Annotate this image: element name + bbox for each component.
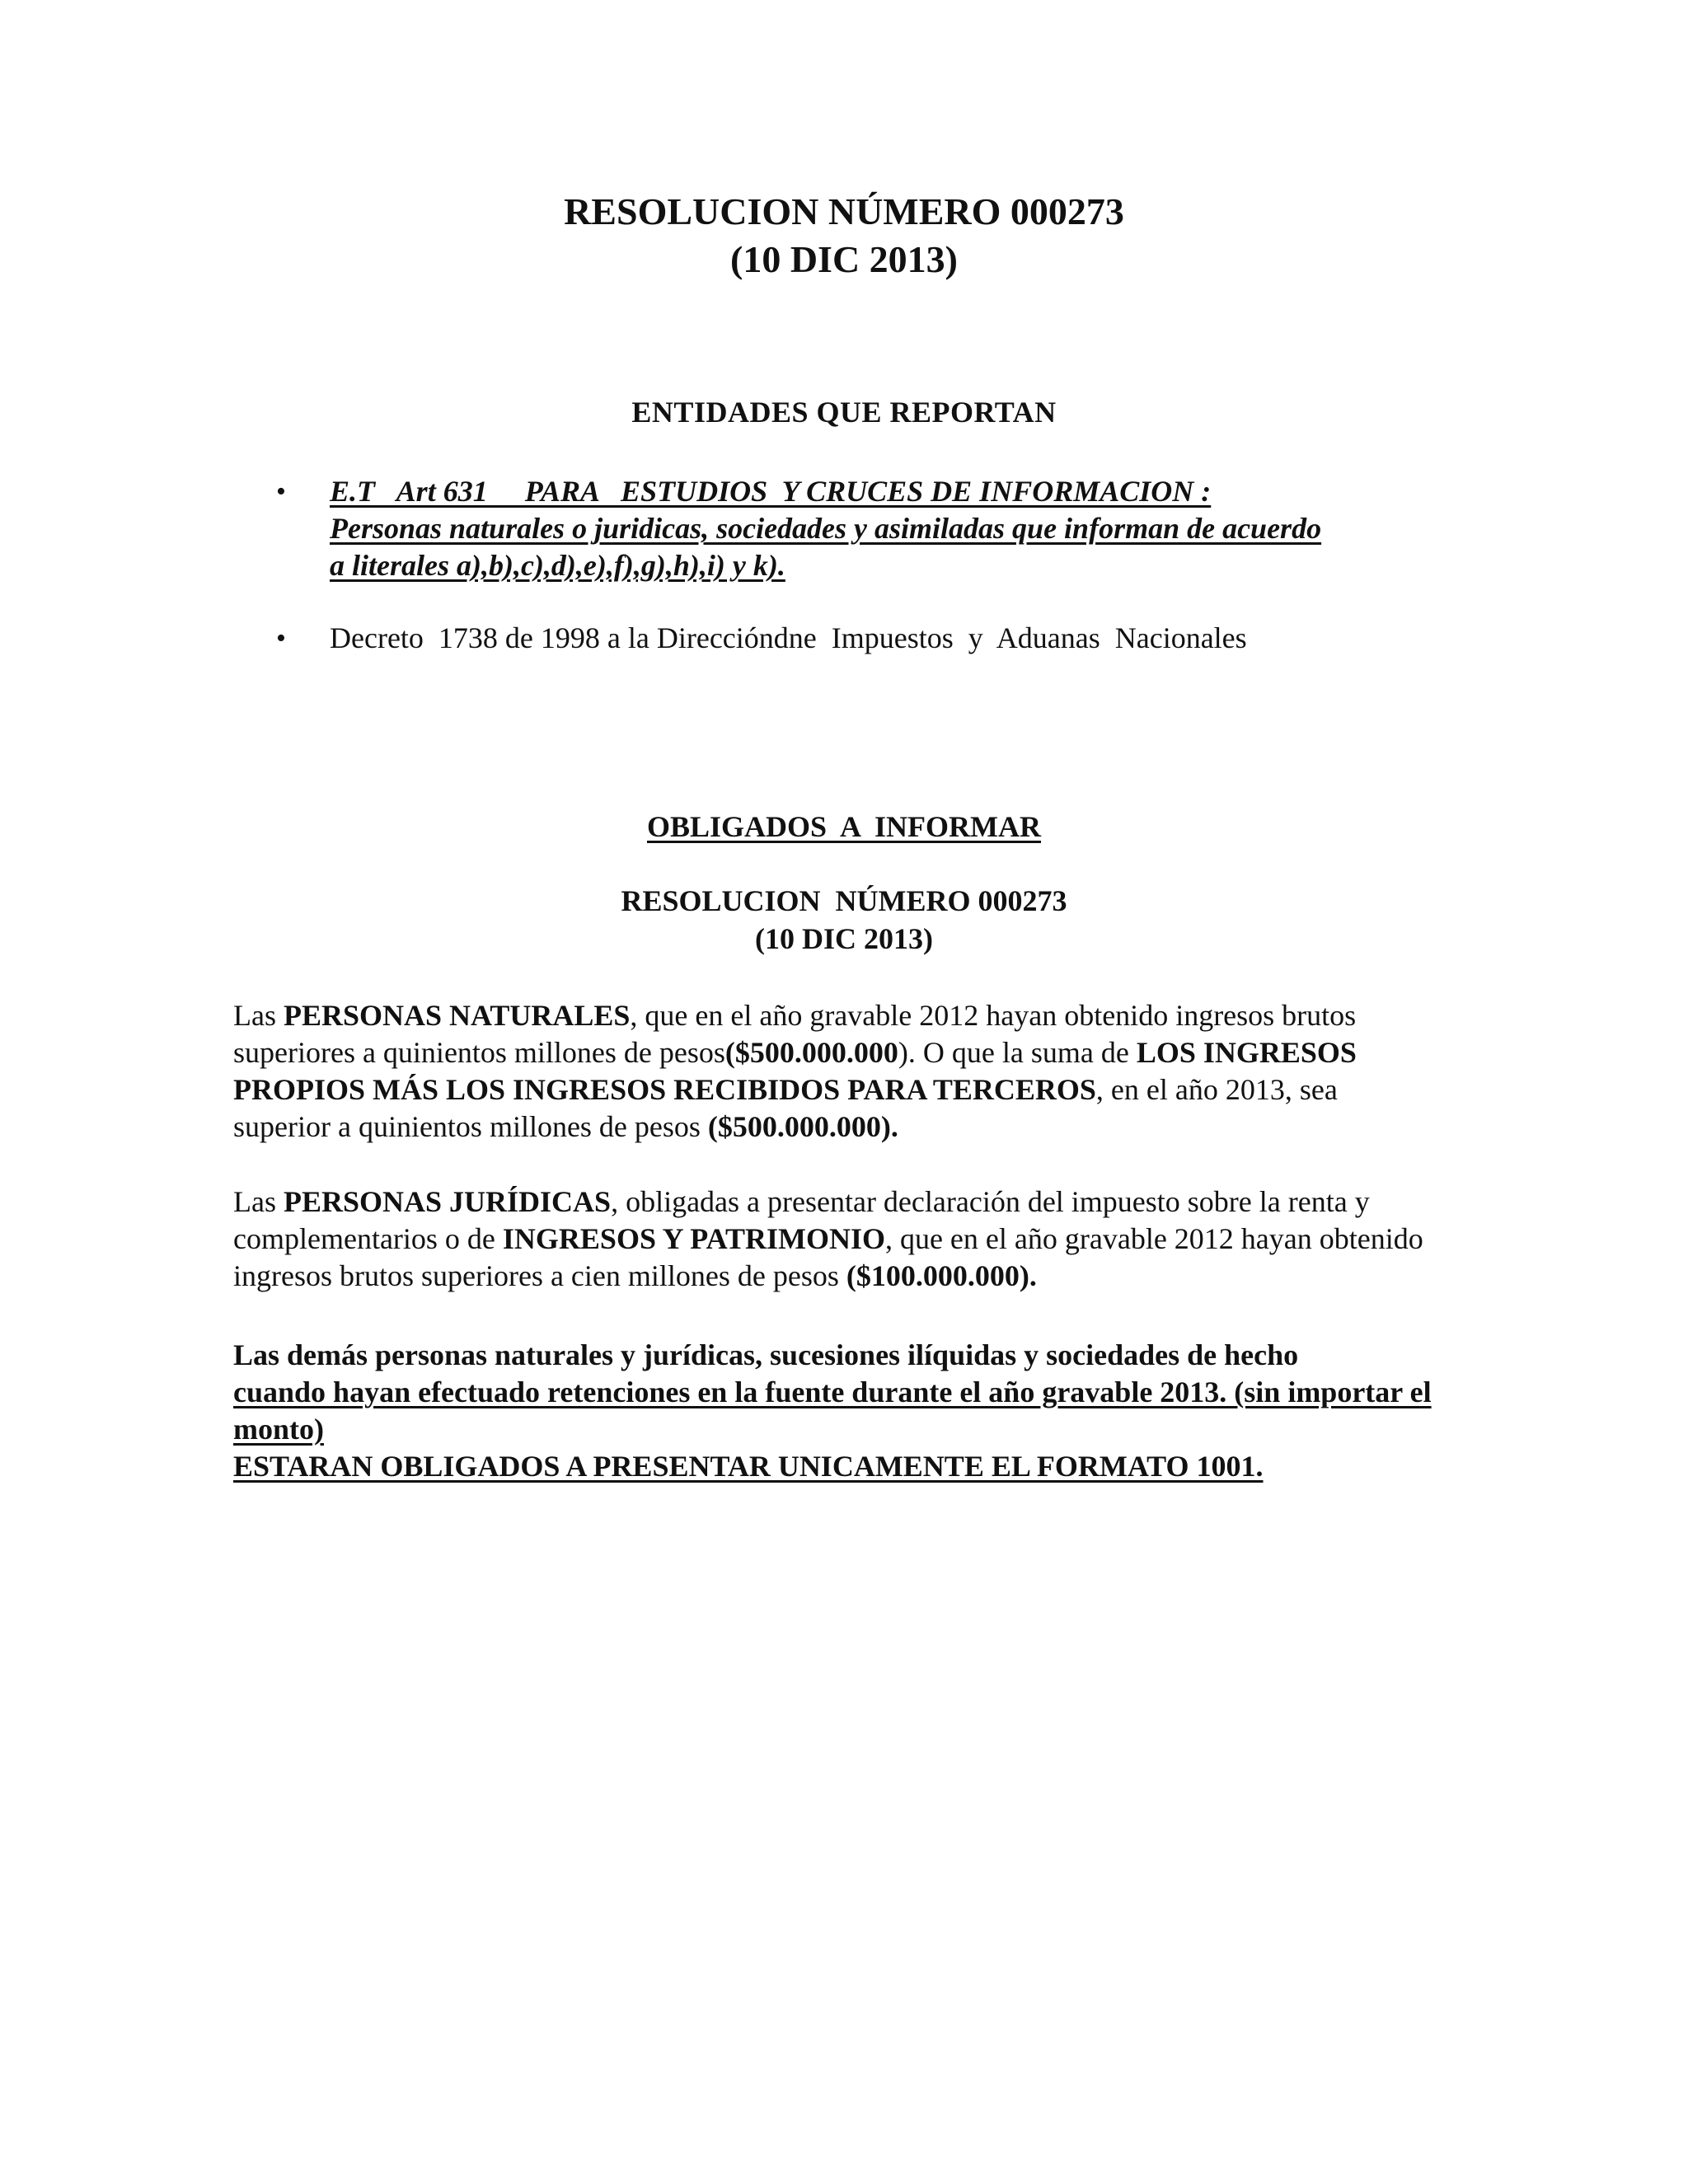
bullet-icon: • <box>276 623 286 654</box>
entidades-list <box>276 473 1447 584</box>
bold-run: ($500.000.000 <box>724 1036 898 1069</box>
paragraph-personas-naturales <box>233 997 1437 1146</box>
bold-run: ($100.000.000). <box>846 1259 1037 1292</box>
bold-run: LOS INGRESOS PROPIOS MÁS LOS INGRESOS RECIBIDOS PARA TERCEROS <box>233 1036 1357 1106</box>
bullet-icon: • <box>276 476 286 507</box>
subtitle-block <box>0 882 1688 958</box>
text-run: , en el año 2013, sea superior a quinientos millones de pesos <box>233 1073 1338 1143</box>
bullet-line: Personas naturales o juridicas, sociedades y asimiladas que informan de acuerdo <box>330 512 1322 545</box>
text-run: Las <box>233 1185 284 1218</box>
final-statement: ESTARAN OBLIGADOS A PRESENTAR UNICAMENTE EL FORMATO 1001. <box>233 1450 1264 1483</box>
document-title <box>0 188 1688 284</box>
text-run: Las <box>233 999 284 1032</box>
text-run: ). O que la suma de <box>898 1036 1137 1069</box>
list-item <box>276 473 1447 584</box>
bullet-line: E.T Art 631 PARA ESTUDIOS Y CRUCES DE INFORMACION : <box>330 475 1212 508</box>
bold-run: PERSONAS JURÍDICAS <box>283 1185 612 1218</box>
text-run: , obligadas a presentar declaración del impuesto sobre la renta y complementarios o de <box>233 1185 1370 1255</box>
paragraph-demas-personas <box>233 1337 1437 1485</box>
bold-run: INGRESOS Y PATRIMONIO <box>502 1222 885 1255</box>
subtitle-resolution: RESOLUCION NÚMERO 000273 <box>621 884 1067 917</box>
subtitle-date: (10 DIC 2013) <box>755 922 933 955</box>
underlined-run: cuando hayan efectuado retenciones en la fuente durante el año gravable 2013. (sin importar el monto) <box>233 1376 1432 1446</box>
title-line-date: (10 DIC 2013) <box>730 238 958 280</box>
bullet-text: Decreto 1738 de 1998 a la Direccióndne Impuestos y Aduanas Nacionales <box>330 621 1247 654</box>
entidades-heading: ENTIDADES QUE REPORTAN <box>631 396 1057 429</box>
bullet-line: a literales a),b),c),d),e),f),g),h),i) y k). <box>330 549 785 582</box>
text-run: , que en el año gravable 2012 hayan obtenido ingresos brutos superiores a cien millones de pesos <box>233 1222 1423 1292</box>
obligados-heading: OBLIGADOS A INFORMAR <box>646 810 1042 843</box>
bold-run: ($500.000.000). <box>707 1110 898 1143</box>
entidades-list-decreto <box>276 620 1447 657</box>
text-run: Las demás personas naturales y jurídicas, sucesiones ilíquidas y sociedades de hecho <box>233 1338 1299 1371</box>
bold-run: PERSONAS NATURALES <box>283 999 631 1032</box>
text-run: , que en el año gravable 2012 hayan obtenido ingresos brutos superiores a quinientos millones de pesos <box>233 999 1357 1069</box>
paragraph-personas-juridicas <box>233 1183 1437 1295</box>
list-item <box>276 620 1447 657</box>
title-line-resolution: RESOLUCION NÚMERO 000273 <box>564 190 1124 232</box>
